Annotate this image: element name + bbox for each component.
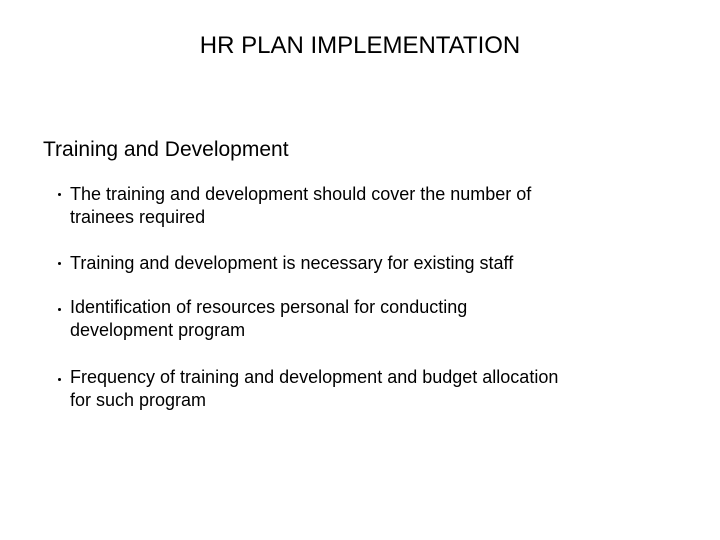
slide-title: HR PLAN IMPLEMENTATION [199,32,521,59]
bullet-text: Frequency of training and development and budget allocation for such program [70,367,559,410]
bullet-dot-icon [58,308,61,311]
section-heading: Training and Development [43,138,289,161]
bullet-text: Training and development is necessary for existing staff [70,253,514,273]
bullet-text: Identification of resources personal for conducting development program [70,297,468,340]
bullet-dot-icon [58,262,61,265]
bullet-text: The training and development should cover the number of trainees required [70,184,532,227]
bullet-dot-icon [58,378,61,381]
bullet-dot-icon [58,193,61,196]
